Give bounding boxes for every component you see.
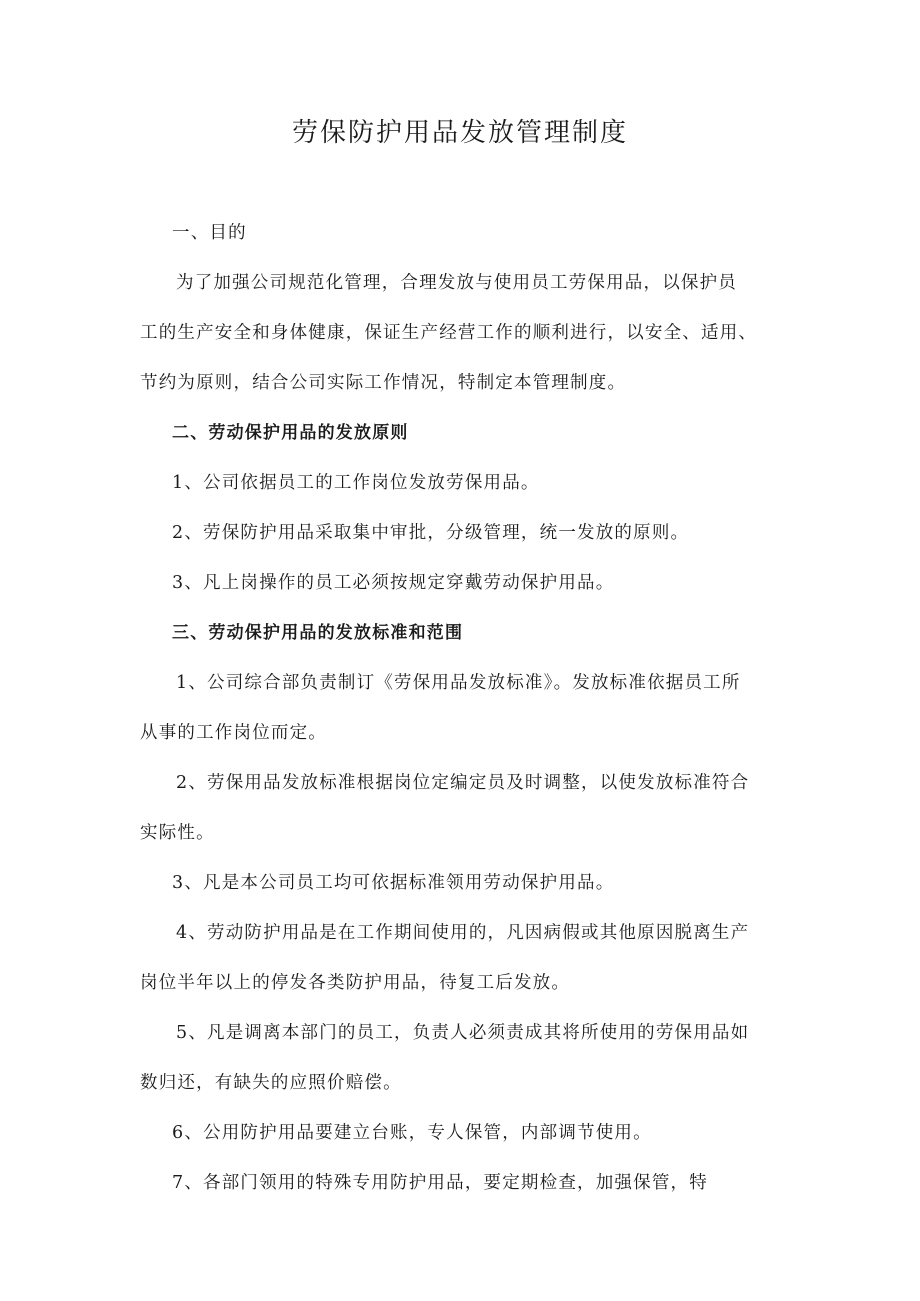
paragraph-line: 工的生产安全和身体健康，保证生产经营工作的顺利进行，以安全、适用、 <box>140 323 758 343</box>
paragraph-line: 1、公司依据员工的工作岗位发放劳保用品。 <box>172 473 540 493</box>
paragraph-line: 节约为原则，结合公司实际工作情况，特制定本管理制度。 <box>140 373 627 393</box>
document-body <box>140 208 790 1208</box>
document-title: 劳保防护用品发放管理制度 <box>291 118 628 148</box>
paragraph-line: 5、凡是调离本部门的员工，负责人必须责成其将所使用的劳保用品如 <box>176 1023 750 1043</box>
paragraph-line: 数归还，有缺失的应照价赔偿。 <box>140 1073 402 1093</box>
paragraph-line: 3、凡上岗操作的员工必须按规定穿戴劳动保护用品。 <box>172 573 615 593</box>
paragraph-line: 一、目的 <box>172 223 247 243</box>
paragraph-line: 3、凡是本公司员工均可依据标准领用劳动保护用品。 <box>172 873 615 893</box>
paragraph-line: 从事的工作岗位而定。 <box>140 723 327 743</box>
paragraph-line: 岗位半年以上的停发各类防护用品，待复工后发放。 <box>140 973 571 993</box>
section-heading: 二、劳动保护用品的发放原则 <box>172 423 409 443</box>
paragraph-line: 4、劳动防护用品是在工作期间使用的，凡因病假或其他原因脱离生产 <box>176 923 750 943</box>
paragraph-line: 实际性。 <box>140 823 215 843</box>
paragraph-line: 6、公用防护用品要建立台账，专人保管，内部调节使用。 <box>172 1123 652 1143</box>
paragraph-line: 为了加强公司规范化管理，合理发放与使用员工劳保用品，以保护员 <box>176 273 737 293</box>
section-heading: 三、劳动保护用品的发放标准和范围 <box>172 623 464 643</box>
paragraph-line: 2、劳保用品发放标准根据岗位定编定员及时调整，以使发放标准符合 <box>176 773 750 793</box>
paragraph-line: 7、各部门领用的特殊专用防护用品，要定期检查，加强保管，特 <box>172 1173 708 1193</box>
paragraph-line: 1、公司综合部负责制订《劳保用品发放标准》。发放标准依据员工所 <box>176 673 741 693</box>
paragraph-line: 2、劳保防护用品采取集中审批，分级管理，统一发放的原则。 <box>172 523 690 543</box>
